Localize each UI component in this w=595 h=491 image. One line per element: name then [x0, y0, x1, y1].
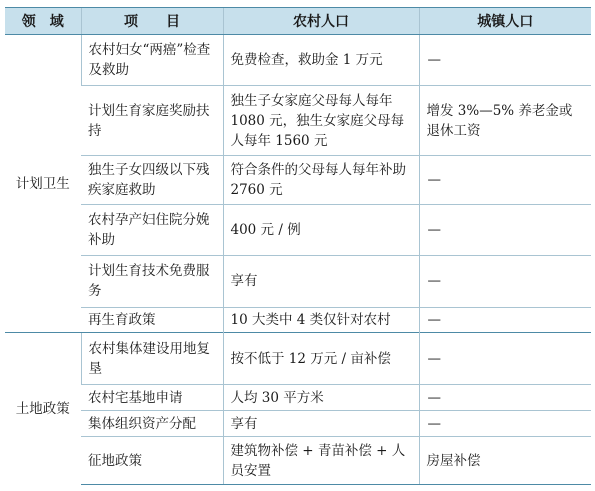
- table-row: [5, 156, 591, 205]
- item-cell: 农村宅基地申请: [81, 384, 223, 411]
- item-cell: 农村妇女“两癌”检查及救助: [81, 35, 223, 86]
- table-row: [5, 255, 591, 307]
- domain-cell-family-planning: 计划卫生: [5, 35, 81, 333]
- rural-cell: 免费检查，救助金 1 万元: [223, 35, 419, 86]
- rural-cell: 建筑物补偿 + 青苗补偿 + 人员安置: [223, 437, 419, 485]
- domain-cell-land-policy: 土地政策: [5, 333, 81, 485]
- item-cell: 独生子女四级以下残疾家庭救助: [81, 156, 223, 205]
- urban-cell: —: [419, 35, 591, 86]
- header-rural: 农村人口: [223, 8, 419, 35]
- item-cell: 再生育政策: [81, 307, 223, 333]
- item-cell: 集体组织资产分配: [81, 411, 223, 437]
- table-row: [5, 333, 591, 384]
- rural-cell: 享有: [223, 411, 419, 437]
- rural-cell: 符合条件的父母每人每年补助 2760 元: [223, 156, 419, 205]
- policy-comparison-table: [5, 7, 591, 485]
- header-item: 项 目: [81, 8, 223, 35]
- table-row: [5, 35, 591, 86]
- item-cell: 农村集体建设用地复垦: [81, 333, 223, 384]
- rural-cell: 按不低于 12 万元 / 亩补偿: [223, 333, 419, 384]
- table-row: [5, 437, 591, 485]
- urban-cell: —: [419, 333, 591, 384]
- urban-cell: 增发 3%—5% 养老金或退休工资: [419, 86, 591, 156]
- table-row: [5, 205, 591, 255]
- rural-cell: 人均 30 平方米: [223, 384, 419, 411]
- table-row: [5, 307, 591, 333]
- urban-cell: —: [419, 156, 591, 205]
- item-cell: 农村孕产妇住院分娩补助: [81, 205, 223, 255]
- item-cell: 计划生育家庭奖励扶持: [81, 86, 223, 156]
- rural-cell: 独生子女家庭父母每人每年 1080 元，独生女家庭父母每人每年 1560 元: [223, 86, 419, 156]
- rural-cell: 10 大类中 4 类仅针对农村: [223, 307, 419, 333]
- header-urban: 城镇人口: [419, 8, 591, 35]
- table-row: [5, 86, 591, 156]
- rural-cell: 享有: [223, 255, 419, 307]
- item-cell: 计划生育技术免费服务: [81, 255, 223, 307]
- urban-cell: 房屋补偿: [419, 437, 591, 485]
- table-row: [5, 411, 591, 437]
- rural-cell: 400 元 / 例: [223, 205, 419, 255]
- header-domain: 领 域: [5, 8, 81, 35]
- table-row: [5, 384, 591, 411]
- urban-cell: —: [419, 307, 591, 333]
- header-row: [5, 8, 591, 35]
- item-cell: 征地政策: [81, 437, 223, 485]
- urban-cell: —: [419, 255, 591, 307]
- urban-cell: —: [419, 384, 591, 411]
- urban-cell: —: [419, 411, 591, 437]
- urban-cell: —: [419, 205, 591, 255]
